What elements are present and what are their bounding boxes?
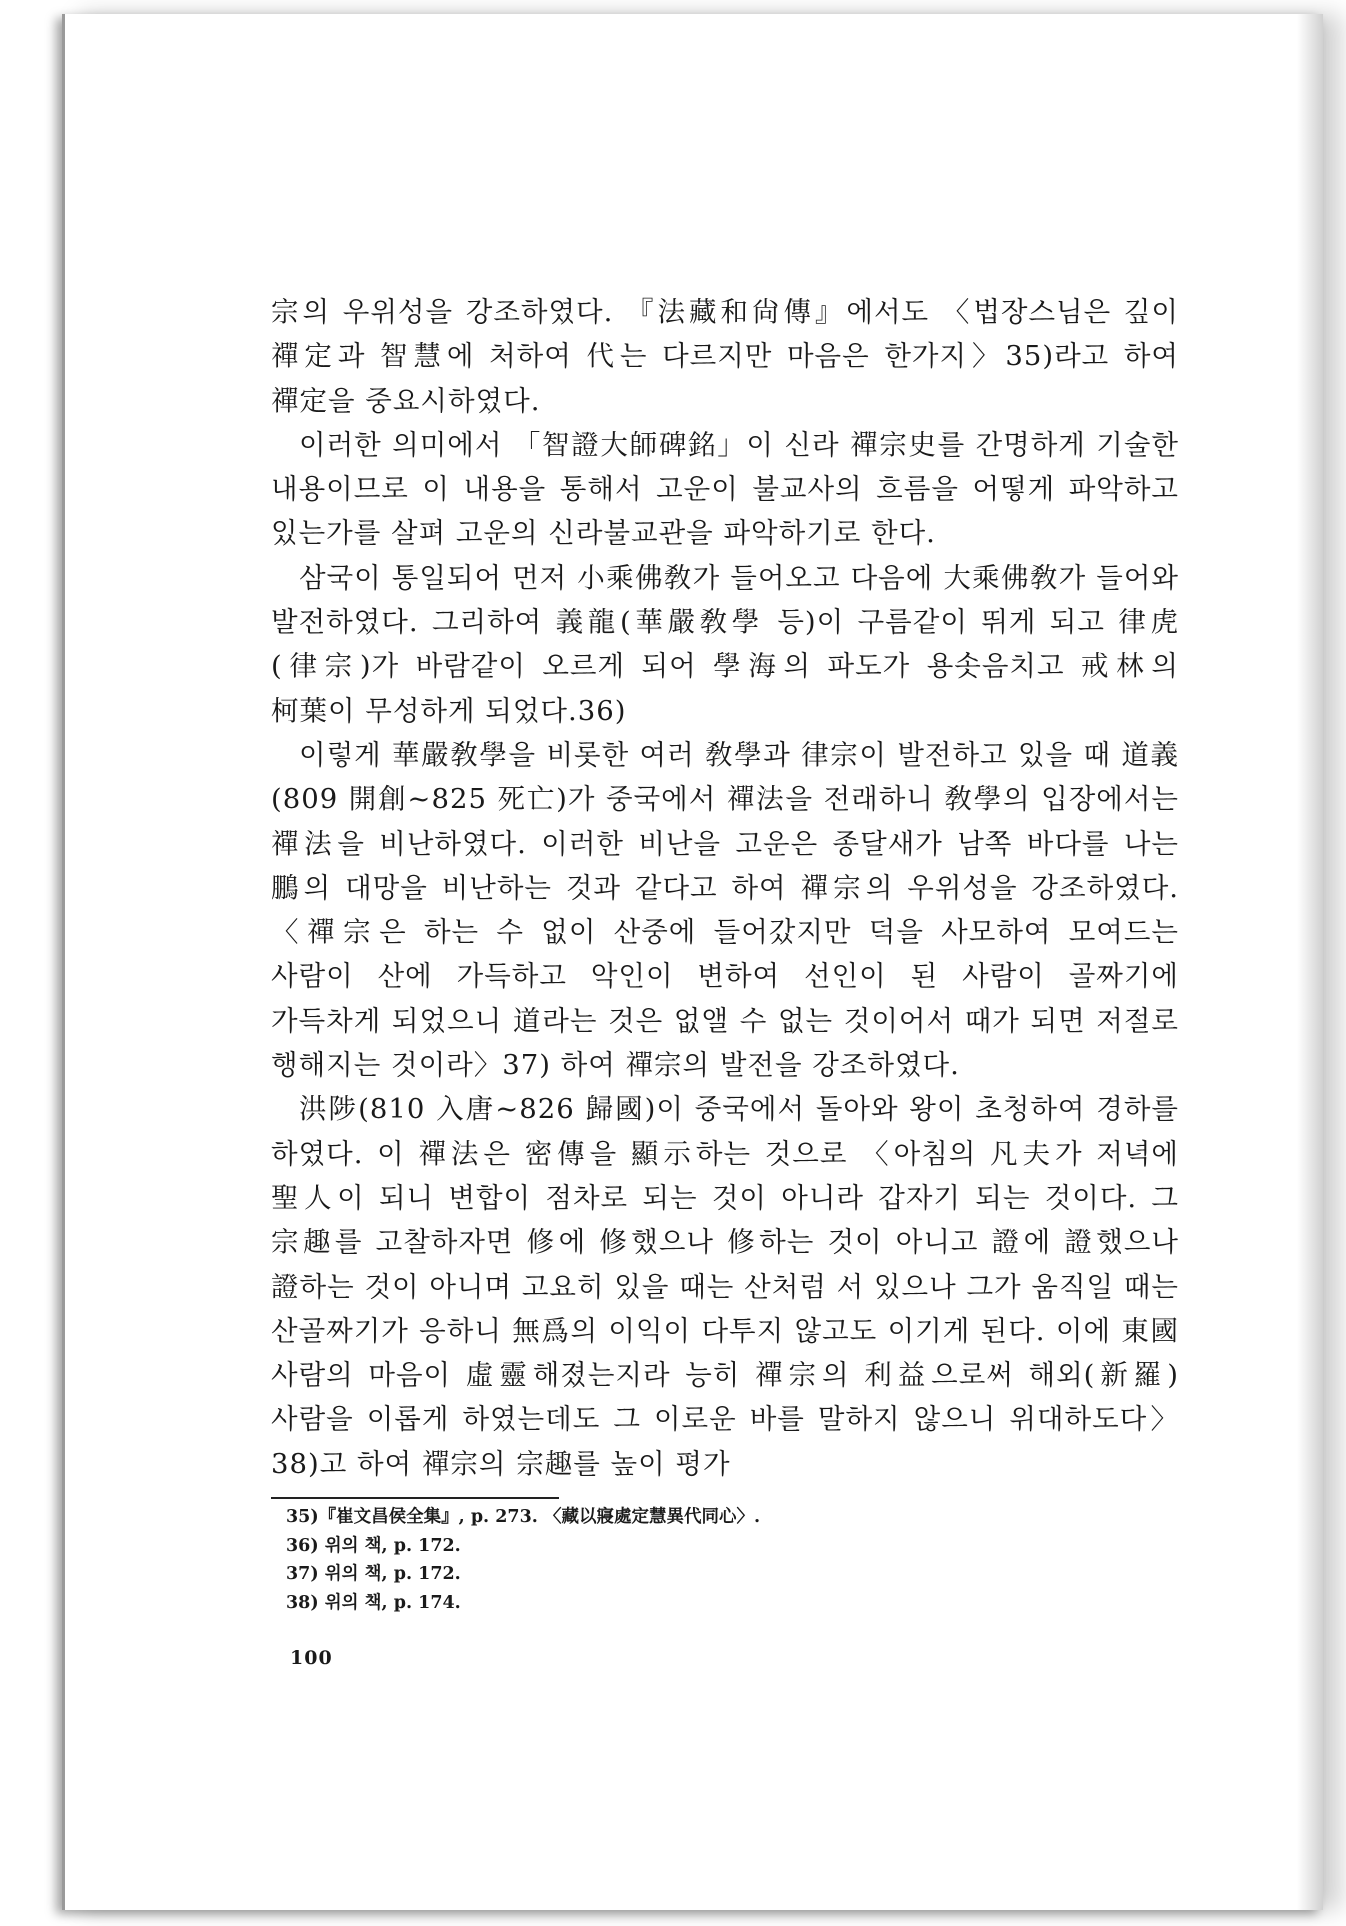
body-text	[271, 290, 1179, 1486]
footnote-38: 38) 위의 책, p. 174.	[286, 1592, 461, 1613]
paragraph-5: 洪陟(810 入唐~826 歸國)이 중국에서 돌아와 왕이 초청하여 경하를 하였다. 이 禪法은 密傳을 顯示하는 것으로 〈아침의 凡夫가 저녁에 聖人이 되니 변합이 점차로 되는 것이 아니라 갑자기 되는 것이다. 그 宗趣를 고찰하자면 修에 修했으나 修하는 것이 아니고 證에 證했으나 證하는 것이 아니며 고요히 있을 때는 산처럼 서 있으나 그가 움직일 때는 산골짜기가 응하니 無爲의 이익이 다투지 않고도 이기게 된다. 이에 東國 사람의 마음이 虛靈해졌는지라 능히 禪宗의 利益으로써 해외(新羅) 사람을 이롭게 하였는데도 그 이로운 바를 말하지 않으니 위대하도다〉38)고 하여 禪宗의 宗趣를 높이 평가	[271, 1093, 1179, 1480]
paragraph-2: 이러한 의미에서 「智證大師碑銘」이 신라 禪宗史를 간명하게 기술한 내용이므로 이 내용을 통해서 고운이 불교사의 흐름을 어떻게 파악하고 있는가를 살펴 고운의 신라불교관을 파악하기로 한다.	[271, 428, 1179, 550]
page-edge-shadow	[1297, 14, 1323, 1910]
footnote-36: 36) 위의 책, p. 172.	[286, 1535, 461, 1556]
footnote-35: 35)『崔文昌侯全集』, p. 273. 〈藏以寢處定慧異代同心〉.	[286, 1507, 761, 1527]
paragraph-3: 삼국이 통일되어 먼저 小乘佛敎가 들어오고 다음에 大乘佛敎가 들어와 발전하였다. 그리하여 義龍(華嚴敎學 등)이 구름같이 뛰게 되고 律虎(律宗)가 바람같이 오르게 되어 學海의 파도가 용솟음치고 戒林의 柯葉이 무성하게 되었다.36)	[271, 561, 1179, 727]
page-number: 100	[290, 1647, 333, 1669]
footnotes	[286, 1503, 1186, 1617]
footnote-37: 37) 위의 책, p. 172.	[286, 1564, 461, 1584]
paragraph-1: 宗의 우위성을 강조하였다. 『法藏和尙傳』에서도 〈법장스님은 깊이 禪定과 智慧에 처하여 代는 다르지만 마음은 한가지〉35)라고 하여 禪定을 중요시하였다.	[271, 296, 1179, 417]
paragraph-4: 이렇게 華嚴敎學을 비롯한 여러 敎學과 律宗이 발전하고 있을 때 道義(809 開創~825 死亡)가 중국에서 禪法을 전래하니 敎學의 입장에서는 禪法을 비난하였다. 이러한 비난을 고운은 종달새가 남쪽 바다를 나는 鵬의 대망을 비난하는 것과 같다고 하여 禪宗의 우위성을 강조하였다. 〈禪宗은 하는 수 없이 산중에 들어갔지만 덕을 사모하여 모여드는 사람이 산에 가득하고 악인이 변하여 선인이 된 사람이 골짜기에 가득차게 되었으니 道라는 것은 없앨 수 없는 것이어서 때가 되면 저절로 행해지는 것이라〉37) 하여 禪宗의 발전을 강조하였다.	[271, 738, 1179, 1082]
footnote-divider	[271, 1497, 559, 1499]
